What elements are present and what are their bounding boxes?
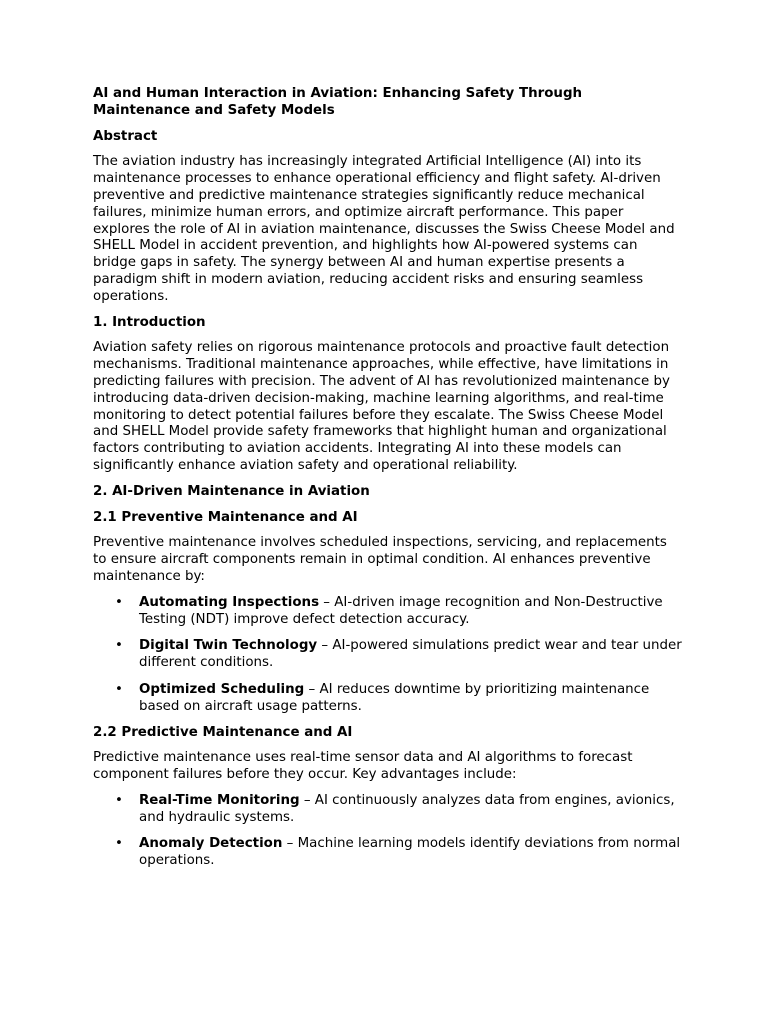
list-item-desc: – AI reduces downtime by prioritizing maintenance based on aircraft usage patterns. [139,681,650,714]
document-page [93,86,683,879]
bullet-icon: • [115,792,123,808]
predictive-list [93,793,683,870]
list-item-term: Digital Twin Technology [139,638,318,654]
list-item-desc: – AI-powered simulations predict wear and tear under different conditions. [139,638,682,671]
list-item-term: Anomaly Detection [139,836,283,852]
bullet-icon: • [115,681,123,697]
list-item [93,638,683,672]
list-item [93,793,683,827]
section2-heading: 2. AI-Driven Maintenance in Aviation [93,483,370,499]
introduction-heading: 1. Introduction [93,314,206,330]
abstract-text: The aviation industry has increasingly integrated Artificial Intelligence (AI) into its maintenance processes to enhance operational efficiency and flight safety. AI-driven preventive and predictive maintenance strategies significantly reduce mechanical failures, minimize human errors, and optimize aircraft performance. This paper explores the role of AI in aviation maintenance, discusses the Swiss Cheese Model and SHELL Model in accident prevention, and highlights how AI-powered systems can bridge gaps in safety. The synergy between AI and human expertise presents a paradigm shift in modern aviation, reducing accident risks and ensuring seamless operations. [93,154,675,304]
predictive-heading: 2.2 Predictive Maintenance and AI [93,724,353,740]
bullet-icon: • [115,638,123,654]
preventive-list [93,595,683,716]
preventive-heading: 2.1 Preventive Maintenance and AI [93,509,358,525]
list-item [93,595,683,629]
preventive-text: Preventive maintenance involves scheduled inspections, servicing, and replacements to ensure aircraft components remain in optimal condition. AI enhances preventive maintenance by: [93,535,667,584]
bullet-icon: • [115,594,123,610]
list-item-term: Optimized Scheduling [139,681,305,697]
list-item-desc: – AI-driven image recognition and Non-Destructive Testing (NDT) improve defect detection accuracy. [139,594,663,627]
introduction-text: Aviation safety relies on rigorous maintenance protocols and proactive fault detection mechanisms. Traditional maintenance approaches, while effective, have limitations in predicting failures with precision. The advent of AI has revolutionized maintenance by introducing data-driven decision-making, machine learning algorithms, and real-time monitoring to detect potential failures before they escalate. The Swiss Cheese Model and SHELL Model provide safety frameworks that highlight human and organizational factors contributing to aviation accidents. Integrating AI into these models can significantly enhance aviation safety and operational reliability. [93,340,670,473]
bullet-icon: • [115,836,123,852]
list-item-desc: – AI continuously analyzes data from engines, avionics, and hydraulic systems. [139,792,675,825]
document-title: AI and Human Interaction in Aviation: Enhancing Safety Through Maintenance and Safety Models [93,86,583,118]
list-item [93,682,683,716]
list-item-desc: – Machine learning models identify deviations from normal operations. [139,836,681,869]
list-item [93,836,683,870]
predictive-text: Predictive maintenance uses real-time sensor data and AI algorithms to forecast component failures before they occur. Key advantages include: [93,750,633,783]
list-item-term: Automating Inspections [139,594,320,610]
abstract-heading: Abstract [93,128,158,144]
list-item-term: Real-Time Monitoring [139,792,300,808]
